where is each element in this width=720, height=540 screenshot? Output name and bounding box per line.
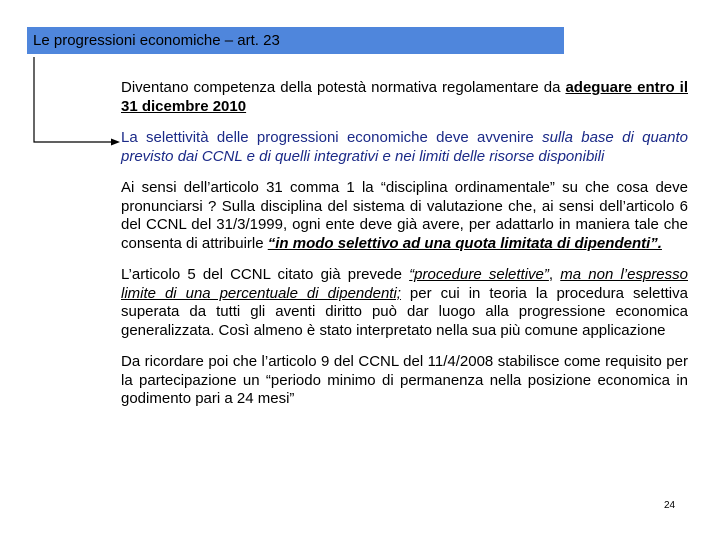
p2-italic: sulla base di quanto previsto dai CCNL e di quelli integrativi e nei limiti delle risorse disponibili	[121, 129, 688, 165]
p4-text-a: L’articolo 5 del CCNL citato già prevede	[121, 266, 410, 283]
paragraph-articolo-9	[121, 353, 688, 409]
p2-text: La selettività delle progressioni economiche deve avvenire	[121, 129, 543, 146]
p4-italic: ma non l’espresso limite di una percentuale di dipendenti;	[121, 266, 688, 302]
p5-text: Da ricordare poi che l’articolo 9 del CCNL del 11/4/2008 stabilisce come requisito per la partecipazione un “periodo minimo di permanenza nella posizione economica in godimento pari a 24 mesi”	[121, 353, 688, 407]
paragraph-selettivita	[121, 129, 688, 166]
slide-title: Le progressioni economiche – art. 23	[33, 32, 280, 49]
connector-arrow	[0, 0, 130, 160]
p4-text-e: per cui in teoria la procedura selettiva superata da tutti gli aventi diritto può dar luogo alla progressione economica generalizzata. Così almeno è stato interpretato nella sua più comune applicazione	[121, 284, 688, 339]
p4-sep: ,	[548, 266, 561, 283]
paragraph-articolo-31	[121, 179, 688, 253]
paragraph-articolo-5	[121, 266, 688, 340]
slide-body	[121, 79, 688, 422]
p3-text: Ai sensi dell’articolo 31 comma 1 la “disciplina ordinamentale” su che cosa deve pronunciarsi ? Sulla disciplina del sistema di valutazione che, ai sensi dell’articolo 6 del CCNL del 31/3/1999, ogni ente deve già avere, per adattarlo in maniera tale che consenta di attribuirle	[121, 179, 688, 252]
p4-quote: “procedure selettive”	[409, 266, 549, 283]
p3-quote: “in modo selettivo ad una quota limitata di dipendenti”.	[267, 234, 662, 252]
p1-text: Diventano competenza della potestà normativa regolamentare da	[121, 79, 566, 96]
paragraph-competenza	[121, 79, 688, 116]
p1-deadline: adeguare entro il 31 dicembre 2010	[121, 79, 688, 115]
page-number: 24	[664, 500, 676, 511]
